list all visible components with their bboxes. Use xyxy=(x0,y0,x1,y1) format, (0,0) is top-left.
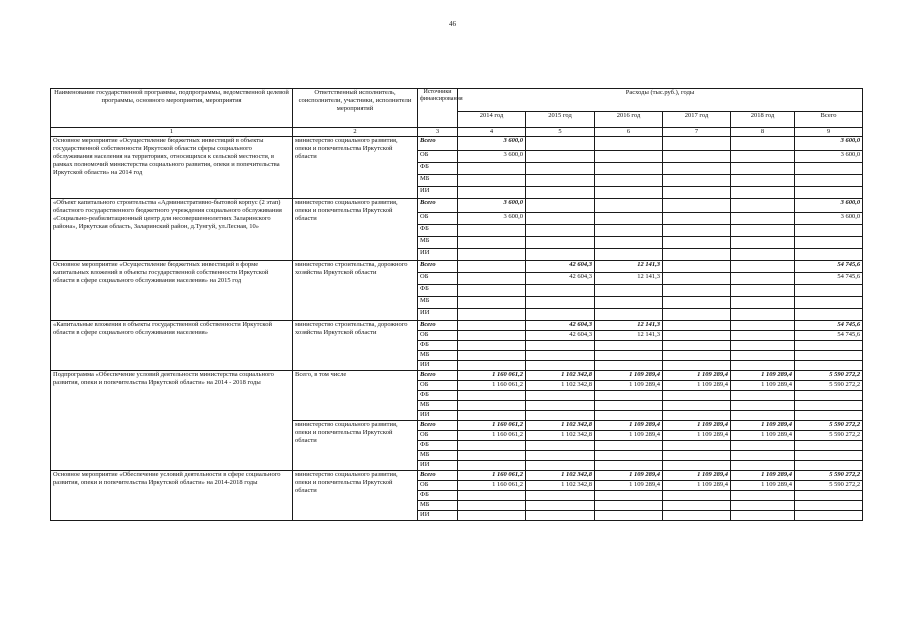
year-value xyxy=(663,285,731,297)
year-value xyxy=(595,285,663,297)
year-value xyxy=(595,137,663,151)
year-value xyxy=(731,441,795,451)
year-value xyxy=(526,309,595,321)
executor-name: министерство строительства, дорожного хозяйства Иркутской области xyxy=(293,261,418,321)
year-value xyxy=(663,361,731,371)
year-value xyxy=(458,341,526,351)
year-value xyxy=(526,175,595,187)
total-value: 5 590 272,2 xyxy=(795,471,863,481)
funding-source: ФБ xyxy=(418,341,458,351)
year-value xyxy=(595,491,663,501)
executor-name: министерство социального развития, опеки и попечительства Иркутской области xyxy=(293,421,418,471)
year-value: 1 160 061,2 xyxy=(458,431,526,441)
year-value: 42 604,3 xyxy=(526,331,595,341)
column-index: 7 xyxy=(663,128,731,137)
year-value xyxy=(663,237,731,249)
funding-source: Всего xyxy=(418,421,458,431)
year-value xyxy=(731,309,795,321)
column-index: 1 xyxy=(51,128,293,137)
year-value xyxy=(458,351,526,361)
year-value: 3 600,0 xyxy=(458,137,526,151)
total-value: 54 745,6 xyxy=(795,321,863,331)
year-value xyxy=(663,451,731,461)
year-value: 1 160 061,2 xyxy=(458,471,526,481)
year-value: 42 604,3 xyxy=(526,321,595,331)
year-value xyxy=(731,351,795,361)
year-value xyxy=(595,237,663,249)
funding-source: Всего xyxy=(418,137,458,151)
funding-source: МБ xyxy=(418,501,458,511)
year-value xyxy=(595,151,663,163)
year-value xyxy=(663,199,731,213)
year-value xyxy=(526,411,595,421)
year-value xyxy=(663,331,731,341)
year-value xyxy=(526,351,595,361)
column-index: 6 xyxy=(595,128,663,137)
header-year: 2015 год xyxy=(526,112,595,128)
year-value xyxy=(458,461,526,471)
funding-source: ОБ xyxy=(418,213,458,225)
total-value xyxy=(795,461,863,471)
total-value xyxy=(795,361,863,371)
year-value xyxy=(595,187,663,199)
year-value xyxy=(526,137,595,151)
activity-name: Подпрограмма «Обеспечение условий деятельности министерства социального развития, опеки и попечительства Иркутской области» на 2014 - 2018 годы xyxy=(51,371,293,471)
year-value xyxy=(731,321,795,331)
total-value xyxy=(795,501,863,511)
year-value xyxy=(458,441,526,451)
year-value xyxy=(595,225,663,237)
year-value xyxy=(458,175,526,187)
table-row xyxy=(51,471,863,481)
funding-source: ОБ xyxy=(418,331,458,341)
total-value xyxy=(795,285,863,297)
total-value xyxy=(795,511,863,521)
executor-name: министерство социального развития, опеки и попечительства Иркутской области xyxy=(293,471,418,521)
year-value xyxy=(663,491,731,501)
year-value xyxy=(526,361,595,371)
header-source: Источники финансирования xyxy=(418,89,458,128)
total-value: 5 590 272,2 xyxy=(795,381,863,391)
total-value: 5 590 272,2 xyxy=(795,481,863,491)
funding-source: ФБ xyxy=(418,285,458,297)
year-value xyxy=(458,297,526,309)
column-index: 4 xyxy=(458,128,526,137)
year-value xyxy=(663,163,731,175)
year-value: 3 600,0 xyxy=(458,199,526,213)
executor-name: министерство социального развития, опеки и попечительства Иркутской области xyxy=(293,137,418,199)
year-value xyxy=(731,511,795,521)
year-value: 1 109 289,4 xyxy=(595,481,663,491)
year-value xyxy=(458,261,526,273)
total-value xyxy=(795,401,863,411)
funding-source: МБ xyxy=(418,297,458,309)
funding-source: МБ xyxy=(418,237,458,249)
funding-source: Всего xyxy=(418,471,458,481)
year-value xyxy=(663,175,731,187)
year-value xyxy=(526,501,595,511)
year-value xyxy=(458,321,526,331)
year-value xyxy=(663,411,731,421)
column-index: 9 xyxy=(795,128,863,137)
year-value xyxy=(663,341,731,351)
executor-name: министерство социального развития, опеки и попечительства Иркутской области xyxy=(293,199,418,261)
year-value xyxy=(663,391,731,401)
year-value xyxy=(458,511,526,521)
year-value: 1 109 289,4 xyxy=(663,471,731,481)
table-row xyxy=(51,137,863,151)
year-value xyxy=(663,213,731,225)
table-row xyxy=(51,321,863,331)
year-value xyxy=(731,491,795,501)
year-value xyxy=(595,391,663,401)
total-value: 3 600,0 xyxy=(795,213,863,225)
year-value xyxy=(731,199,795,213)
year-value: 1 109 289,4 xyxy=(731,471,795,481)
funding-source: Всего xyxy=(418,371,458,381)
year-value: 12 141,3 xyxy=(595,321,663,331)
year-value: 1 102 342,8 xyxy=(526,481,595,491)
header-year: 2014 год xyxy=(458,112,526,128)
year-value: 3 600,0 xyxy=(458,213,526,225)
total-value xyxy=(795,451,863,461)
total-value xyxy=(795,237,863,249)
funding-source: Всего xyxy=(418,321,458,331)
year-value: 1 160 061,2 xyxy=(458,381,526,391)
year-value xyxy=(731,273,795,285)
funding-source: МБ xyxy=(418,451,458,461)
budget-table xyxy=(50,88,863,521)
year-value: 1 160 061,2 xyxy=(458,421,526,431)
column-index: 5 xyxy=(526,128,595,137)
header-index-row xyxy=(51,128,863,137)
funding-source: ИИ xyxy=(418,309,458,321)
year-value: 1 109 289,4 xyxy=(595,431,663,441)
funding-source: ОБ xyxy=(418,481,458,491)
header-year: 2016 год xyxy=(595,112,663,128)
funding-source: ИИ xyxy=(418,411,458,421)
funding-source: ФБ xyxy=(418,163,458,175)
header-total: Всего xyxy=(795,112,863,128)
year-value xyxy=(663,441,731,451)
year-value xyxy=(595,297,663,309)
total-value xyxy=(795,225,863,237)
total-value: 3 600,0 xyxy=(795,151,863,163)
funding-source: ИИ xyxy=(418,511,458,521)
year-value xyxy=(595,163,663,175)
funding-source: ОБ xyxy=(418,151,458,163)
year-value: 1 160 061,2 xyxy=(458,481,526,491)
year-value: 1 102 342,8 xyxy=(526,421,595,431)
year-value xyxy=(731,261,795,273)
year-value xyxy=(663,511,731,521)
year-value xyxy=(526,461,595,471)
activity-name: Основное мероприятие «Обеспечение условий деятельности в сфере социального развития, опеки и попечительства Иркутской области» на 2014-2018 годы xyxy=(51,471,293,521)
total-value xyxy=(795,441,863,451)
header-year: 2018 год xyxy=(731,112,795,128)
total-value: 5 590 272,2 xyxy=(795,421,863,431)
year-value xyxy=(731,297,795,309)
year-value: 1 109 289,4 xyxy=(595,421,663,431)
year-value xyxy=(731,331,795,341)
year-value xyxy=(731,411,795,421)
total-value xyxy=(795,391,863,401)
total-value: 3 600,0 xyxy=(795,137,863,151)
total-value xyxy=(795,249,863,261)
year-value xyxy=(526,341,595,351)
year-value xyxy=(731,361,795,371)
year-value xyxy=(458,391,526,401)
total-value xyxy=(795,491,863,501)
year-value xyxy=(663,321,731,331)
funding-source: ОБ xyxy=(418,381,458,391)
year-value: 1 160 061,2 xyxy=(458,371,526,381)
total-value xyxy=(795,351,863,361)
year-value xyxy=(595,213,663,225)
year-value xyxy=(595,341,663,351)
column-index: 2 xyxy=(293,128,418,137)
year-value xyxy=(731,175,795,187)
year-value: 1 109 289,4 xyxy=(663,421,731,431)
year-value xyxy=(595,441,663,451)
year-value xyxy=(458,451,526,461)
year-value: 3 600,0 xyxy=(458,151,526,163)
year-value xyxy=(663,137,731,151)
year-value xyxy=(526,151,595,163)
year-value xyxy=(731,401,795,411)
year-value xyxy=(731,501,795,511)
year-value: 1 109 289,4 xyxy=(663,431,731,441)
total-value xyxy=(795,341,863,351)
header-year: 2017 год xyxy=(663,112,731,128)
funding-source: МБ xyxy=(418,175,458,187)
year-value xyxy=(526,249,595,261)
year-value: 12 141,3 xyxy=(595,261,663,273)
year-value: 42 604,3 xyxy=(526,273,595,285)
year-value xyxy=(458,361,526,371)
year-value xyxy=(731,391,795,401)
year-value xyxy=(595,411,663,421)
year-value xyxy=(663,273,731,285)
year-value xyxy=(731,213,795,225)
year-value xyxy=(526,451,595,461)
year-value xyxy=(526,213,595,225)
year-value xyxy=(595,501,663,511)
year-value: 1 109 289,4 xyxy=(663,481,731,491)
year-value xyxy=(663,297,731,309)
year-value xyxy=(526,401,595,411)
year-value xyxy=(595,309,663,321)
funding-source: МБ xyxy=(418,401,458,411)
year-value: 1 109 289,4 xyxy=(731,371,795,381)
total-value: 5 590 272,2 xyxy=(795,431,863,441)
executor-name: Всего, в том числе xyxy=(293,371,418,421)
column-index: 3 xyxy=(418,128,458,137)
year-value xyxy=(458,163,526,175)
funding-source: ФБ xyxy=(418,391,458,401)
year-value xyxy=(458,237,526,249)
funding-source: ОБ xyxy=(418,431,458,441)
year-value xyxy=(663,225,731,237)
year-value: 12 141,3 xyxy=(595,331,663,341)
total-value xyxy=(795,187,863,199)
funding-source: МБ xyxy=(418,351,458,361)
year-value xyxy=(458,309,526,321)
year-value: 42 604,3 xyxy=(526,261,595,273)
header-row xyxy=(51,89,863,112)
total-value: 54 745,6 xyxy=(795,273,863,285)
activity-name: Основное мероприятие «Осуществление бюджетных инвестиций в форме капитальных вложений в объекты государственной собственности Иркутской области в сфере социального обслуживания населения» на 2015 год xyxy=(51,261,293,321)
total-value xyxy=(795,175,863,187)
year-value xyxy=(731,285,795,297)
year-value xyxy=(663,461,731,471)
total-value: 54 745,6 xyxy=(795,331,863,341)
year-value xyxy=(663,151,731,163)
year-value xyxy=(595,199,663,213)
year-value: 1 109 289,4 xyxy=(663,371,731,381)
year-value xyxy=(731,461,795,471)
year-value xyxy=(458,331,526,341)
year-value xyxy=(663,501,731,511)
table-row xyxy=(51,199,863,213)
funding-source: ФБ xyxy=(418,225,458,237)
total-value: 5 590 272,2 xyxy=(795,371,863,381)
total-value xyxy=(795,297,863,309)
year-value xyxy=(458,249,526,261)
total-value: 3 600,0 xyxy=(795,199,863,213)
year-value xyxy=(595,461,663,471)
year-value xyxy=(526,199,595,213)
year-value xyxy=(526,511,595,521)
header-name: Наименование государственной программы, подпрограммы, ведомственной целевой программы, основного мероприятия, мероприятия xyxy=(51,89,293,128)
year-value xyxy=(595,401,663,411)
year-value xyxy=(526,237,595,249)
year-value xyxy=(731,341,795,351)
year-value xyxy=(526,391,595,401)
year-value: 1 109 289,4 xyxy=(595,471,663,481)
year-value xyxy=(458,273,526,285)
year-value xyxy=(526,285,595,297)
year-value: 1 109 289,4 xyxy=(595,381,663,391)
year-value xyxy=(595,361,663,371)
year-value xyxy=(526,163,595,175)
funding-source: ИИ xyxy=(418,461,458,471)
year-value xyxy=(458,491,526,501)
year-value: 1 109 289,4 xyxy=(595,371,663,381)
funding-source: ОБ xyxy=(418,273,458,285)
year-value xyxy=(663,249,731,261)
year-value xyxy=(526,225,595,237)
year-value: 1 102 342,8 xyxy=(526,381,595,391)
year-value xyxy=(458,225,526,237)
activity-name: «Капитальные вложения в объекты государственной собственности Иркутской области в сфере социального обслуживания населения» xyxy=(51,321,293,371)
funding-source: ИИ xyxy=(418,249,458,261)
total-value xyxy=(795,309,863,321)
year-value xyxy=(663,309,731,321)
funding-source: ФБ xyxy=(418,491,458,501)
year-value xyxy=(731,237,795,249)
funding-source: Всего xyxy=(418,199,458,213)
year-value xyxy=(526,187,595,199)
year-value: 1 102 342,8 xyxy=(526,471,595,481)
year-value: 1 102 342,8 xyxy=(526,431,595,441)
funding-source: ИИ xyxy=(418,187,458,199)
year-value xyxy=(731,225,795,237)
year-value xyxy=(731,187,795,199)
year-value xyxy=(731,249,795,261)
year-value xyxy=(663,351,731,361)
year-value xyxy=(731,137,795,151)
year-value xyxy=(595,511,663,521)
total-value: 54 745,6 xyxy=(795,261,863,273)
year-value xyxy=(458,285,526,297)
funding-source: ИИ xyxy=(418,361,458,371)
year-value: 1 109 289,4 xyxy=(731,431,795,441)
activity-name: «Объект капитального строительства «Административно-бытовой корпус (2 этап) областного государственного бюджетного учреждения социального обслуживания «Социально-реабилитационный центр для несовершеннолетних Заларинского района», Иркутская область, Заларинский район, д.Тунгуй, ул.Лесная, 10» xyxy=(51,199,293,261)
total-value xyxy=(795,411,863,421)
year-value xyxy=(595,175,663,187)
year-value xyxy=(595,249,663,261)
year-value: 1 109 289,4 xyxy=(663,381,731,391)
header-executor: Ответственный исполнитель, соисполнители, участники, исполнители мероприятий xyxy=(293,89,418,128)
year-value xyxy=(663,187,731,199)
activity-name: Основное мероприятие «Осуществление бюджетных инвестиций в объекты государственной собственности Иркутской области сферы социального обслуживания населения на территориях, относящихся к сельской местности, в рамках полномочий министерства социального развития, опеки и попечительства Иркутской области» на 2014 год xyxy=(51,137,293,199)
column-index: 8 xyxy=(731,128,795,137)
year-value: 1 109 289,4 xyxy=(731,421,795,431)
year-value xyxy=(663,261,731,273)
page-number: 46 xyxy=(449,20,456,28)
table-row xyxy=(51,261,863,273)
year-value xyxy=(663,401,731,411)
year-value xyxy=(458,501,526,511)
funding-source: ФБ xyxy=(418,441,458,451)
year-value: 12 141,3 xyxy=(595,273,663,285)
year-value: 1 102 342,8 xyxy=(526,371,595,381)
year-value xyxy=(526,441,595,451)
header-expenses: Расходы (тыс.руб.), годы xyxy=(458,89,863,112)
year-value xyxy=(731,151,795,163)
year-value xyxy=(595,451,663,461)
year-value: 1 109 289,4 xyxy=(731,381,795,391)
year-value xyxy=(526,491,595,501)
year-value xyxy=(458,411,526,421)
year-value xyxy=(526,297,595,309)
table-row xyxy=(51,371,863,381)
total-value xyxy=(795,163,863,175)
year-value xyxy=(595,351,663,361)
funding-source: Всего xyxy=(418,261,458,273)
year-value xyxy=(458,187,526,199)
year-value xyxy=(458,401,526,411)
executor-name: министерство строительства, дорожного хозяйства Иркутской области xyxy=(293,321,418,371)
year-value xyxy=(731,163,795,175)
year-value: 1 109 289,4 xyxy=(731,481,795,491)
year-value xyxy=(731,451,795,461)
